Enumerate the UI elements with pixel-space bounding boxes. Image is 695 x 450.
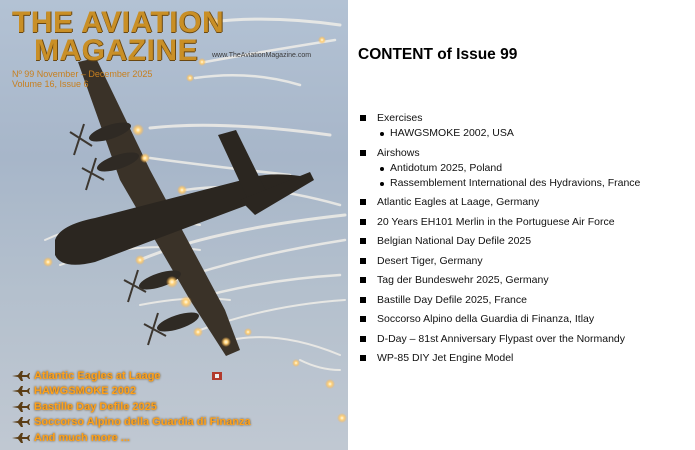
contents-item	[360, 147, 690, 190]
cover-highlight-item: Soccorso Alpino della Guardia di Finanza	[12, 415, 251, 431]
square-bullet-icon	[360, 150, 366, 156]
contents-item	[360, 274, 690, 287]
round-bullet-icon	[380, 182, 384, 186]
table-of-contents	[348, 0, 695, 450]
contents-item	[360, 255, 690, 268]
square-bullet-icon	[360, 277, 366, 283]
contents-item-label: Tag der Bundeswehr 2025, Germany	[377, 274, 549, 286]
contents-item-label: Exercises	[377, 112, 423, 124]
issue-number: Nº 99 November – December 2025	[12, 69, 153, 79]
square-bullet-icon	[360, 115, 366, 121]
contents-item-label: Bastille Day Defile 2025, France	[377, 293, 527, 306]
contents-item-label: Belgian National Day Defile 2025	[377, 235, 532, 247]
magazine-title-line1: THE AVIATION	[12, 6, 225, 39]
plane-silhouette-icon	[12, 386, 30, 396]
contents-item-label: D-Day – 81st Anniversary Flypast over the Normandy	[377, 332, 626, 345]
contents-list	[360, 112, 690, 372]
contents-item	[360, 333, 690, 346]
plane-silhouette-icon	[12, 371, 30, 381]
contents-subitem: HAWGSMOKE 2002, USA	[377, 127, 690, 140]
issue-info	[12, 69, 152, 89]
round-bullet-icon	[380, 132, 384, 136]
contents-item	[360, 313, 690, 326]
square-bullet-icon	[360, 238, 366, 244]
contents-item	[360, 294, 690, 307]
contents-item-label: Desert Tiger, Germany	[377, 254, 483, 267]
contents-heading: CONTENT of Issue 99	[358, 46, 518, 63]
square-bullet-icon	[360, 316, 366, 322]
round-bullet-icon	[380, 167, 384, 171]
cover-highlight-item: Bastille Day Defile 2025	[12, 399, 251, 415]
contents-item-label: 20 Years EH101 Merlin in the Portuguese Air Force	[377, 215, 615, 228]
plane-silhouette-icon	[12, 402, 30, 412]
contents-item	[360, 235, 690, 248]
square-bullet-icon	[360, 355, 366, 361]
aircraft-silhouette	[55, 58, 314, 380]
square-bullet-icon	[360, 336, 366, 342]
contents-subitem: Antidotum 2025, Poland	[377, 162, 690, 175]
square-bullet-icon	[360, 258, 366, 264]
contents-item	[360, 352, 690, 365]
contents-sublist	[377, 162, 690, 190]
contents-item	[360, 196, 690, 209]
plane-silhouette-icon	[12, 433, 30, 443]
contents-item	[360, 112, 690, 140]
contents-sublist	[377, 127, 690, 140]
square-bullet-icon	[360, 219, 366, 225]
magazine-title-line2: MAGAZINE	[34, 34, 198, 67]
square-bullet-icon	[360, 297, 366, 303]
contents-item-label: Atlantic Eagles at Laage, Germany	[377, 196, 540, 208]
cover-highlight-item: HAWGSMOKE 2002	[12, 384, 251, 400]
plane-silhouette-icon	[12, 417, 30, 427]
cover-highlight-item: And much more ...	[12, 430, 251, 446]
magazine-website: www.TheAviationMagazine.com	[212, 52, 312, 59]
contents-item-label: WP-85 DIY Jet Engine Model	[377, 352, 514, 364]
volume-number: Volume 16, Issue 6	[12, 79, 89, 89]
square-bullet-icon	[360, 199, 366, 205]
contents-item	[360, 216, 690, 229]
contents-item-label: Airshows	[377, 146, 420, 159]
contents-item-label: Soccorso Alpino della Guardia di Finanza, Itlay	[377, 313, 595, 325]
contents-subitem: Rassemblement International des Hydravions, France	[377, 177, 690, 190]
cover-highlight-item: Atlantic Eagles at Laage	[12, 368, 251, 384]
cover-highlights	[12, 368, 251, 446]
